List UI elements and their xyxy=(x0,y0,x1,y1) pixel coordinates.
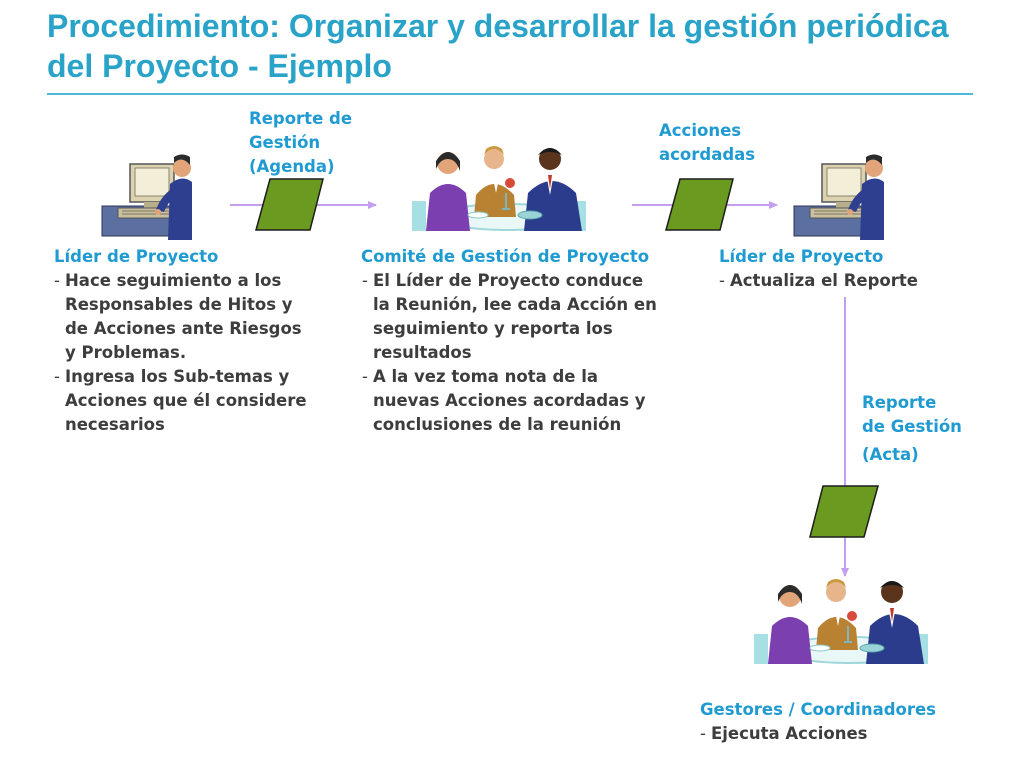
bullet-item: - Actualiza el Reporte xyxy=(719,269,979,293)
bullet-item: - El Líder de Proyecto conduce la Reunión, lee cada Acción en seguimiento y reporta los resultados xyxy=(362,269,692,365)
computer-user-icon xyxy=(100,150,192,240)
label-acta: (Acta) xyxy=(862,445,919,464)
document-agenda xyxy=(256,179,323,230)
bullet-item: - A la vez toma nota de la nuevas Acciones acordadas y conclusiones de la reunión xyxy=(362,365,692,437)
label-reporte-acta: Reporte de Gestión xyxy=(862,393,962,436)
label-reporte-agenda: Reporte de Gestión (Agenda) xyxy=(249,109,353,176)
role-comite-gestion: Comité de Gestión de Proyecto xyxy=(361,247,650,266)
role-lider-proyecto-2: Líder de Proyecto xyxy=(719,247,884,266)
bullet-item: - Ejecuta Acciones xyxy=(700,722,980,746)
bullet-item: - Ingresa los Sub-temas y Acciones que él considere necesarios xyxy=(54,365,344,437)
bullets-lider-proyecto xyxy=(54,269,344,437)
document-acciones xyxy=(666,179,733,230)
page-title: Procedimiento: Organizar y desarrollar la gestión periódica del Proyecto - Ejemplo xyxy=(47,8,949,84)
bullet-item: - Hace seguimiento a los Responsables de Hitos y de Acciones ante Riesgos y Problemas. xyxy=(54,269,344,365)
bullets-lider-proyecto-2 xyxy=(719,269,979,293)
label-acciones-acordadas: Acciones acordadas xyxy=(659,121,756,164)
meeting-icon xyxy=(408,143,590,235)
meeting-icon xyxy=(750,576,932,668)
computer-user-icon xyxy=(792,150,884,240)
document-acta xyxy=(810,486,878,537)
bullets-gestores xyxy=(700,722,980,746)
role-lider-proyecto: Líder de Proyecto xyxy=(54,247,219,266)
role-gestores-coordinadores: Gestores / Coordinadores xyxy=(700,700,937,719)
bullets-comite-gestion xyxy=(362,269,692,437)
